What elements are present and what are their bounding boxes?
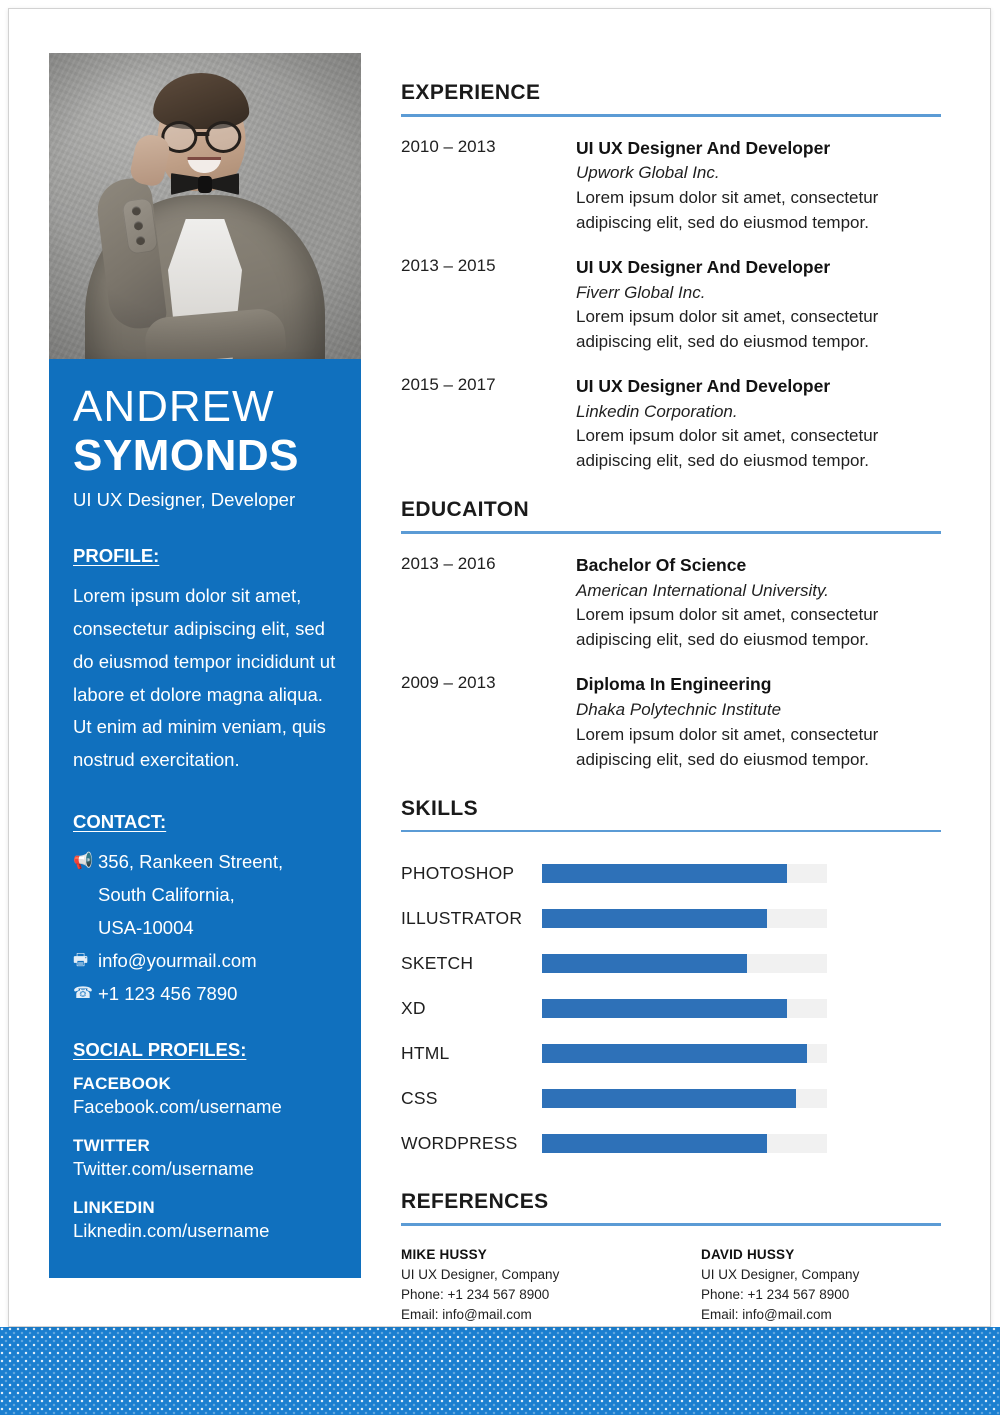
entry-organization: Dhaka Polytechnic Institute <box>576 700 782 720</box>
section-divider <box>401 531 941 534</box>
skill-label: PHOTOSHOP <box>401 863 515 884</box>
megaphone-icon: 📢 <box>73 853 93 871</box>
skill-row <box>401 1031 941 1076</box>
contact-address <box>73 846 339 945</box>
skill-row <box>401 1121 941 1166</box>
sidebar-blue-panel <box>49 359 361 1278</box>
skill-track <box>542 864 827 883</box>
skill-track <box>542 909 827 928</box>
social-network-name: TWITTER <box>73 1135 150 1155</box>
experience-heading: EXPERIENCE <box>401 81 541 104</box>
skill-label: XD <box>401 998 426 1019</box>
profile-heading: PROFILE: <box>73 544 160 566</box>
reference-name: MIKE HUSSY <box>401 1246 488 1262</box>
email-value: info@yourmail.com <box>98 950 257 972</box>
skill-fill <box>542 1044 807 1063</box>
skill-track <box>542 1089 827 1108</box>
skill-fill <box>542 1089 796 1108</box>
reference-card <box>401 1245 701 1326</box>
skills-heading: SKILLS <box>401 796 479 820</box>
experience-entry <box>401 136 941 236</box>
reference-role: UI UX Designer, Company <box>701 1266 860 1282</box>
skill-track <box>542 999 827 1018</box>
job-role: UI UX Designer, Developer <box>73 488 296 510</box>
skill-row <box>401 851 941 896</box>
phone-value: +1 123 456 7890 <box>98 983 238 1004</box>
reference-email: Email: info@mail.com <box>701 1307 832 1323</box>
photo-vignette <box>49 53 361 359</box>
entry-date: 2009 – 2013 <box>401 673 496 693</box>
education-entry <box>401 672 941 772</box>
resume-page <box>8 8 991 1327</box>
sidebar <box>49 53 361 1326</box>
reference-email: Email: info@mail.com <box>401 1307 532 1323</box>
skill-fill <box>542 954 747 973</box>
address-line-2: South California, <box>98 884 235 906</box>
skill-row <box>401 1076 941 1121</box>
section-divider <box>401 830 941 833</box>
experience-entry <box>401 374 941 474</box>
section-divider <box>401 114 941 117</box>
printer-icon: 🖶 <box>73 952 89 970</box>
entry-title: Diploma In Engineering <box>576 674 772 695</box>
entry-date: 2015 – 2017 <box>401 375 496 395</box>
entry-description: Lorem ipsum dolor sit amet, consectetur adipiscing elit, sed do eiusmod tempor. <box>576 307 879 352</box>
entry-title: UI UX Designer And Developer <box>576 256 831 277</box>
entry-date: 2013 – 2016 <box>401 553 496 573</box>
social-url[interactable]: Facebook.com/username <box>73 1095 282 1117</box>
reference-name: DAVID HUSSY <box>701 1246 795 1262</box>
section-references <box>401 1190 941 1326</box>
main-content <box>401 81 941 1326</box>
social-heading: SOCIAL PROFILES: <box>73 1038 247 1060</box>
bottom-blue-band <box>0 1327 1000 1415</box>
contact-heading: CONTACT: <box>73 811 167 833</box>
skill-fill <box>542 909 767 928</box>
first-name: ANDREW <box>73 382 275 431</box>
entry-description: Lorem ipsum dolor sit amet, consectetur adipiscing elit, sed do eiusmod tempor. <box>576 605 879 650</box>
profile-photo <box>49 53 361 359</box>
skills-bar-chart <box>401 851 941 1166</box>
social-network-name: LINKEDIN <box>73 1197 155 1217</box>
section-experience <box>401 81 941 474</box>
address-line-3: USA-10004 <box>98 917 194 939</box>
skill-fill <box>542 999 787 1018</box>
telephone-icon: ☎ <box>73 985 93 1002</box>
social-item-linkedin <box>73 1198 339 1245</box>
skill-label: HTML <box>401 1043 450 1064</box>
skill-row <box>401 941 941 986</box>
contact-phone[interactable] <box>73 978 339 1011</box>
entry-date: 2013 – 2015 <box>401 255 496 275</box>
entry-title: UI UX Designer And Developer <box>576 137 831 158</box>
profile-text: Lorem ipsum dolor sit amet, consectetur adipiscing elit, sed do eiusmod tempor incididunt ut labore et dolore magna aliqua. Ut enim ad minim veniam, quis nostrud exercitation. <box>73 584 336 771</box>
entry-description: Lorem ipsum dolor sit amet, consectetur adipiscing elit, sed do eiusmod tempor. <box>576 724 879 769</box>
entry-description: Lorem ipsum dolor sit amet, consectetur adipiscing elit, sed do eiusmod tempor. <box>576 187 879 232</box>
social-network-name: FACEBOOK <box>73 1073 171 1093</box>
section-divider <box>401 1223 941 1226</box>
skill-label: WORDPRESS <box>401 1133 518 1154</box>
skill-track <box>542 1044 827 1063</box>
social-item-twitter <box>73 1136 339 1183</box>
social-item-facebook <box>73 1074 339 1121</box>
reference-role: UI UX Designer, Company <box>401 1266 560 1282</box>
reference-phone: Phone: +1 234 567 8900 <box>701 1287 850 1303</box>
section-education <box>401 498 941 772</box>
entry-organization: Upwork Global Inc. <box>576 163 720 183</box>
entry-organization: Linkedin Corporation. <box>576 401 738 421</box>
entry-organization: American International University. <box>576 580 829 600</box>
entry-title: Bachelor Of Science <box>576 554 747 575</box>
skill-track <box>542 1134 827 1153</box>
entry-description: Lorem ipsum dolor sit amet, consectetur adipiscing elit, sed do eiusmod tempor. <box>576 426 879 471</box>
section-skills <box>401 797 941 1167</box>
contact-email[interactable] <box>73 945 339 978</box>
skill-fill <box>542 864 787 883</box>
references-heading: REFERENCES <box>401 1190 549 1214</box>
entry-date: 2010 – 2013 <box>401 136 496 156</box>
education-entry <box>401 553 941 653</box>
skill-label: SKETCH <box>401 953 474 974</box>
skill-row <box>401 986 941 1031</box>
entry-organization: Fiverr Global Inc. <box>576 282 706 302</box>
social-url[interactable]: Liknedin.com/username <box>73 1219 270 1241</box>
entry-title: UI UX Designer And Developer <box>576 376 831 397</box>
last-name: SYMONDS <box>73 430 299 480</box>
skill-track <box>542 954 827 973</box>
skill-label: ILLUSTRATOR <box>401 908 523 929</box>
experience-entry <box>401 255 941 355</box>
skill-fill <box>542 1134 767 1153</box>
reference-card <box>701 1245 991 1326</box>
reference-phone: Phone: +1 234 567 8900 <box>401 1287 550 1303</box>
education-heading: EDUCAITON <box>401 498 530 522</box>
skill-label: CSS <box>401 1088 438 1109</box>
skill-row <box>401 896 941 941</box>
social-url[interactable]: Twitter.com/username <box>73 1157 254 1179</box>
address-line-1: 356, Rankeen Streent, <box>98 851 284 873</box>
